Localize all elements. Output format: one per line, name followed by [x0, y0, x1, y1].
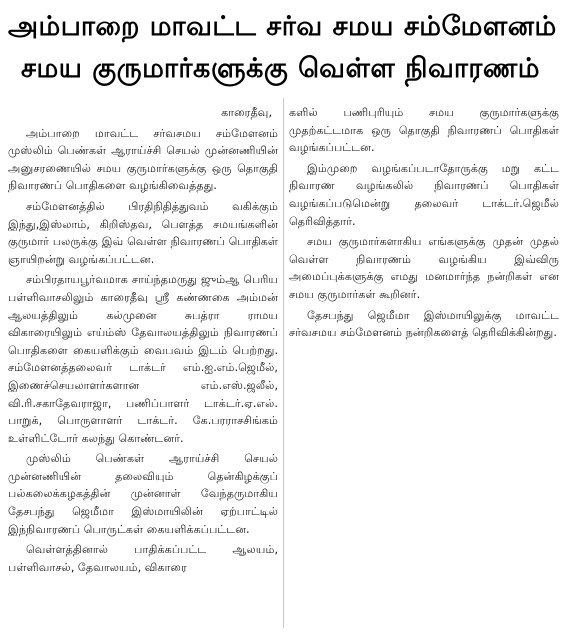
headline: [8, 6, 557, 94]
paragraph: அம்பாறை மாவட்ட சர்வசமய சம்மேளனம் முஸ்லிம் பெண்கள் ஆராய்ச்சி செயல் முன்னணியின் அனுசரணையில் சமய குருமார்களுக்கு ஒரு தொகுதி நிவாரணப் பொதிகளை வழங்கிவைத்தது.: [8, 126, 278, 193]
headline-line-1: அம்பாறை மாவட்ட சர்வ சமய சம்மேளனம்: [8, 11, 557, 42]
article-column-right: [289, 104, 559, 345]
paragraph: வெள்ளத்தினால் பாதிக்கப்பட்ட ஆலயம், பள்ளிவாசல், தேவாலயம், விகாரை: [8, 543, 278, 574]
dateline: காரைதீவு,: [221, 106, 272, 119]
paragraph-continued: களில் பணிபுரியும் சமய குருமார்களுக்கு முதற்கட்டமாக ஒரு தொகுதி நிவாரணப் பொதிகள் வழங்கப்பட்டன.: [289, 106, 559, 155]
column-divider: [283, 98, 284, 628]
paragraph: சம்பிரதாயபூர்வமாக சாய்ந்தமருது ஜும்ஆ பெரிய பள்ளிவாசலிலும் காரைதீவு ஸ்ரீ கண்ணகை அம்மன் ஆலயத்திலும் கல்முனை சுபத்ரா ராமய விகாரையிலும் எய்ம்ஸ் தேவாலயத்திலும் நிவாரணப் பொதிகளை கையளிக்கும் வைபவம் இடம் பெற்றது. சம்மேளனத்தலைவர் டாக்டர் எம்.ஐ.எம்.ஜெமீல், இணைச்செயலாளர்களான எம்.எஸ்.ஜலீல், வி.ரி.சகாதேவராஜா, பணிப்பாளர் டாக்டர்.ஏ.எல். பாறுக், பொருளாளர் டாக்டர். கே.பரராசசிங்கம் உள்ளிட்டோர் கலந்து கொண்டனர்.: [8, 273, 278, 445]
paragraph: இம்முறை வழங்கப்படாதோருக்கு மறு கட்ட நிவாரண வழங்கலில் நிவாரணப் பொதிகள் வழங்கப்படுமென்று தலைவர் டாக்டர்.ஜெமீல் தெரிவித்தார்.: [289, 161, 559, 228]
article-column-left: [8, 104, 278, 579]
paragraph: சமய குருமார்களாகிய எங்களுக்கு முதன் முதல் வெள்ள நிவாரணம் வழங்கிய இவ்விரு அமைப்புக்களுக்கு எமது மனமார்ந்த நன்றிகள் என சமய குருமார்கள் கூறினர்.: [289, 235, 559, 301]
paragraph: தேசபந்து ஜெமீமா இஸ்மாயிலுக்கு மாவட்ட சர்வசமய சம்மேளனம் நன்றிகளைத் தெரிவிக்கின்றது.: [289, 308, 559, 340]
headline-line-2: சமய குருமார்களுக்கு வெள்ள நிவாரணம்: [21, 53, 540, 84]
paragraph: முஸ்லிம் பெண்கள் ஆராய்ச்சி செயல் முன்னணியின் தலைவியும் தென்கிழக்குப் பல்கலைக்கழகத்தின் முன்னாள் வேந்தருமாகிய தேசபந்து ஜெமீமா இஸ்மாயிலின் ஏற்பாட்டில் இந்நிவாரணப் பொருட்கள் கையளிக்கப்பட்டன.: [8, 452, 278, 536]
paragraph: சம்மேளனத்தில் பிரதிநிதித்துவம் வகிக்கும் இந்து,இஸ்லாம், கிறிஸ்தவ, பௌத்த சமயங்களின் குருமார் பலருக்கு இவ் வெள்ள நிவாரணப் பொதிகள் ஞாயிறன்று வழங்கப்பட்டன.: [8, 199, 278, 266]
